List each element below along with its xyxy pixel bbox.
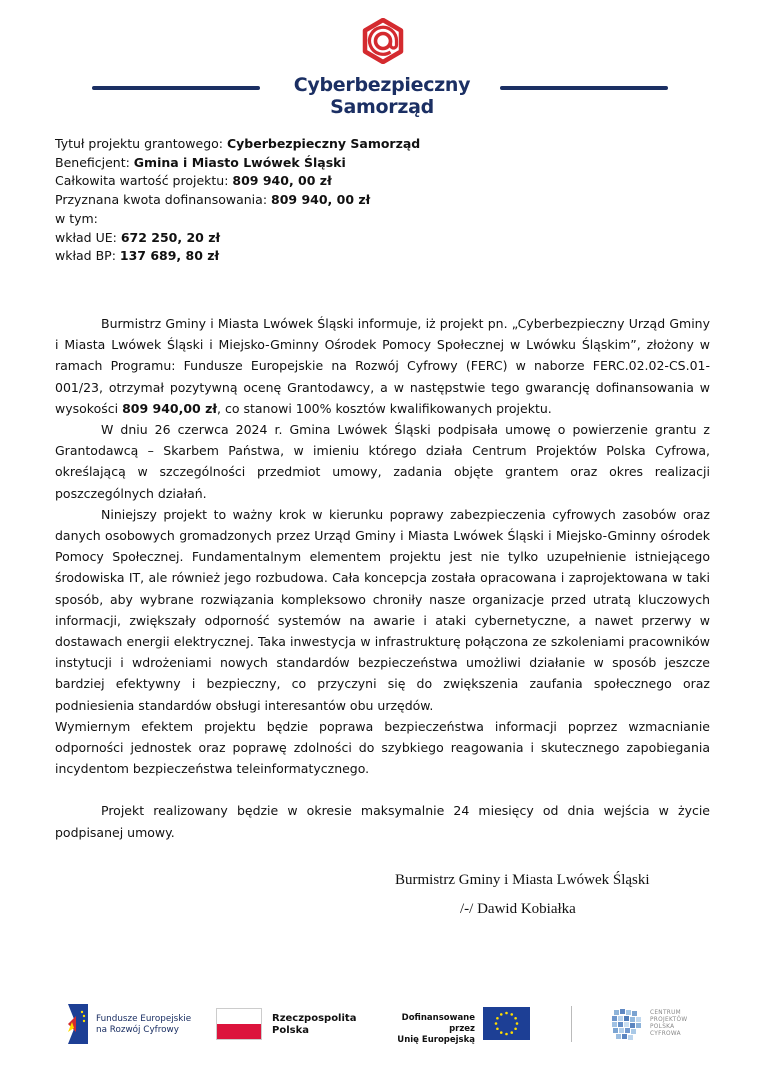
total-value-row bbox=[55, 172, 420, 191]
eu-cofinancing-text bbox=[383, 1013, 475, 1046]
grant-amount-row bbox=[55, 191, 420, 210]
signature-name: /-/ Dawid Kobiałka bbox=[460, 901, 576, 917]
eu-line-1: Dofinansowane przez bbox=[401, 1013, 475, 1034]
signature-title: Burmistrz Gminy i Miasta Lwówek Śląski bbox=[395, 872, 650, 888]
cppc-logo-icon bbox=[610, 1008, 644, 1042]
grant-amount-inline: 809 940,00 zł bbox=[122, 400, 218, 416]
bp-contribution-row bbox=[55, 247, 420, 266]
fundusze-europejskie-text bbox=[96, 1014, 191, 1036]
eu-line-2: Unię Europejską bbox=[397, 1035, 475, 1045]
paragraph-3: Niniejszy projekt to ważny krok w kierunku poprawy zabezpieczenia cyfrowych zasobów oraz danych osobowych gromadzonych przez Urząd Gminy i Miasta Lwówek Śląski i Miejsko-Gminny ośrodek Pomocy Społecznej. Fundamentalnym elementem projektu jest nie tylko uzupełnienie istniejącego środowiska IT, ale również jego rozbudowa. Cała koncepcja została opracowana i zaprojektowana w taki sposób, aby wybrane rozwiązania kompleksowo chroniły nasze organizacje przed utratą kluczowych informacji, zwiększały odporność systemów na awarie i ataki cybernetyczne, a nawet przerwy w dostawach energii elektrycznej. Taka inwestycja w infrastrukturę połączona ze szkoleniami pracowników instytucji i wdrożeniami nowych standardów bezpieczeństwa umożliwi działanie w sposób jeszcze bardziej efektywny i bezpieczny, co przyczyni się do zwiększenia zaufania społecznego oraz podniesienia standardów obsługi interesantów obu urzędów. bbox=[55, 506, 710, 713]
rp-line-2: Polska bbox=[272, 1025, 309, 1036]
fe-line-1: Fundusze Europejskie bbox=[96, 1014, 192, 1024]
cyberbezpieczny-samorzad-logo-icon bbox=[360, 18, 406, 64]
paragraph-1-end: , co stanowi 100% kosztów kwalifikowanych projektu. bbox=[217, 400, 552, 416]
paragraph-4: Wymiernym efektem projektu będzie poprawa bezpieczeństwa informacji poprzez wzmacnianie odporności jednostek oraz poprawę zdolności do szybkiego reagowania i skutecznego zapobiegania incydentom bezpieczeństwa teleinformatycznego. bbox=[55, 718, 710, 777]
cppc-line-3: POLSKA bbox=[650, 1024, 675, 1030]
project-title-row bbox=[55, 135, 420, 154]
brand-line-2: Samorząd bbox=[330, 96, 434, 118]
project-title-value: Cyberbezpieczny Samorząd bbox=[226, 136, 421, 151]
polish-flag-icon bbox=[216, 1008, 262, 1040]
cppc-line-4: CYFROWA bbox=[650, 1031, 681, 1037]
paragraph-1-text: Burmistrz Gminy i Miasta Lwówek Śląski informuje, iż projekt pn. „Cyberbezpieczny Urząd Gminy i Miasta Lwówek Śląski i Miejsko-Gminny Ośrodek Pomocy Społecznej w Lwówku Śląskim”, złożony w ramach Programu: Fundusze Europejskie na Rozwój Cyfrowy (FERC) w naborze FERC.02.02-CS.01-001/23, otrzymał pozytywną ocenę Grantodawcy, a w następstwie tego gwarancję dofinansowania w wysokości bbox=[55, 316, 710, 416]
beneficiary-row bbox=[55, 154, 420, 173]
grant-amount-value: 809 940, 00 zł bbox=[271, 192, 371, 208]
header-rule-left bbox=[92, 86, 260, 90]
project-title-label: Tytuł projektu grantowego: bbox=[55, 136, 227, 151]
project-info bbox=[55, 135, 420, 266]
including-row: w tym: bbox=[55, 210, 98, 226]
fe-line-2: na Rozwój Cyfrowy bbox=[96, 1025, 179, 1035]
eu-contribution-value: 672 250, 20 zł bbox=[120, 229, 221, 245]
brand-line-1: Cyberbezpieczny bbox=[293, 74, 471, 96]
bp-contribution-label: wkład BP: bbox=[55, 248, 120, 264]
rzeczpospolita-polska-text bbox=[272, 1013, 356, 1037]
document-header bbox=[0, 0, 764, 125]
rp-line-1: Rzeczpospolita bbox=[272, 1013, 357, 1024]
footer-divider bbox=[571, 1006, 572, 1042]
grant-amount-label: Przyznana kwota dofinansowania: bbox=[55, 192, 272, 208]
funding-logos-footer bbox=[0, 1000, 764, 1050]
total-value-amount: 809 940, 00 zł bbox=[232, 173, 332, 189]
eu-flag-icon bbox=[483, 1007, 530, 1040]
beneficiary-label: Beneficjent: bbox=[55, 154, 134, 170]
cppc-text bbox=[650, 1010, 687, 1038]
paragraph-5: Projekt realizowany będzie w okresie maksymalnie 24 miesięcy od dnia wejścia w życie podpisanej umowy. bbox=[55, 803, 710, 840]
total-value-label: Całkowita wartość projektu: bbox=[55, 173, 233, 189]
paragraph-2: W dniu 26 czerwca 2024 r. Gmina Lwówek Śląski podpisała umowę o powierzenie grantu z Grantodawcą – Skarbem Państwa, w imieniu którego działa Centrum Projektów Polska Cyfrowa, określającą w szczególności przedmiot umowy, zadania objęte grantem oraz okres realizacji poszczególnych działań. bbox=[55, 422, 710, 501]
cppc-line-1: CENTRUM bbox=[650, 1010, 681, 1016]
fundusze-europejskie-logo-icon bbox=[62, 1002, 90, 1046]
beneficiary-value: Gmina i Miasto Lwówek Śląski bbox=[133, 154, 346, 170]
announcement-body bbox=[55, 313, 710, 843]
paragraph-gap bbox=[55, 779, 710, 800]
cppc-line-2: PROJEKTÓW bbox=[650, 1017, 688, 1023]
eu-contribution-label: wkład UE: bbox=[55, 229, 121, 245]
bp-contribution-value: 137 689, 80 zł bbox=[119, 248, 220, 264]
brand-name bbox=[270, 74, 494, 118]
header-rule-right bbox=[500, 86, 668, 90]
paragraph-1 bbox=[55, 313, 710, 419]
eu-contribution-row bbox=[55, 229, 420, 248]
